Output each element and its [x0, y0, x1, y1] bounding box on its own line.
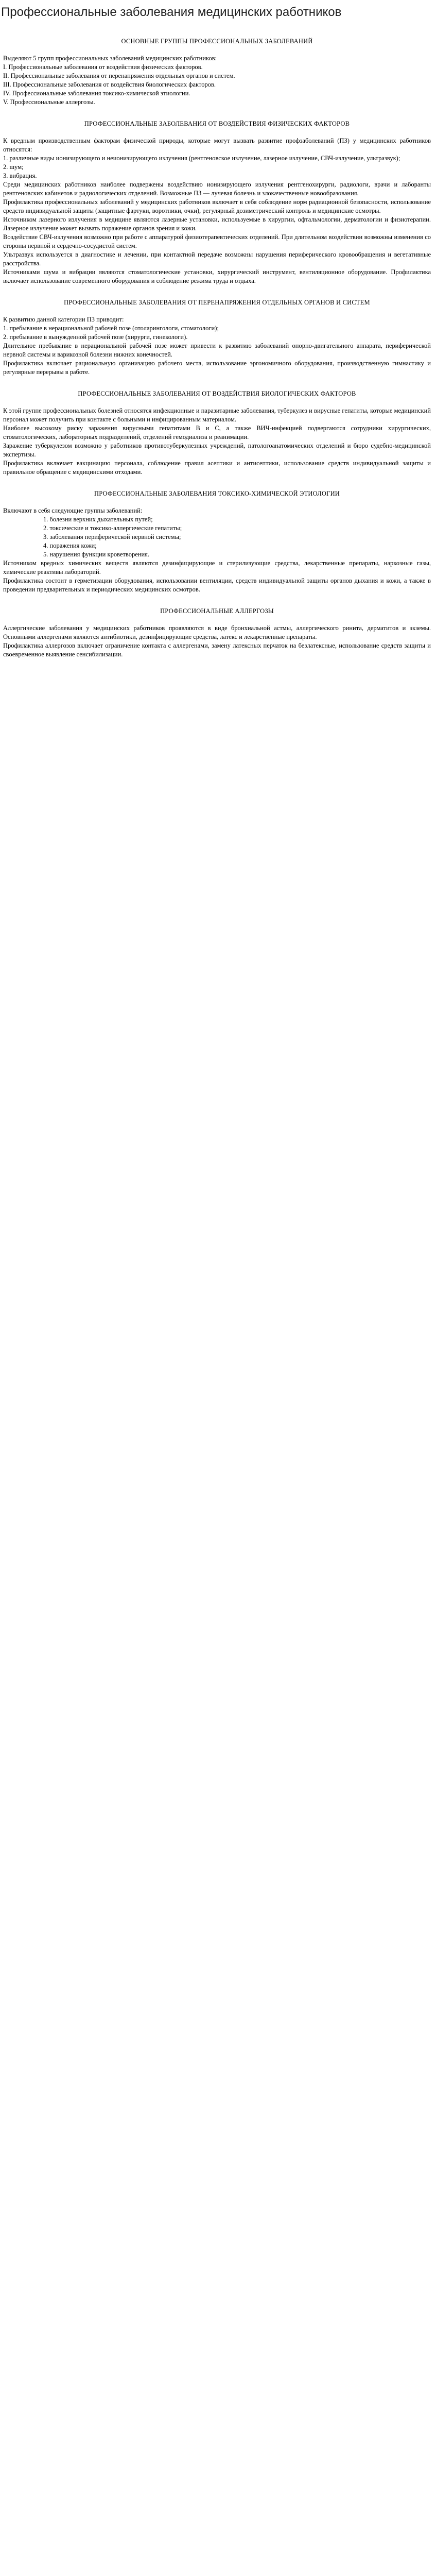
paragraph: Заражение туберкулезом возможно у работников противотуберкулезных учреждений, патологоанатомических отделений и бюро судебно-медицинской экспертизы.: [3, 442, 431, 458]
paragraph: Профилактика включает рациональную организацию рабочего места, использование эргономичного оборудования, производственную гимнастику и регулярные перерывы в работе.: [3, 360, 431, 376]
paragraph: Воздействие СВЧ-излучения возможно при работе с аппаратурой физиотерапевтических отделений. При длительном воздействии возможны изменения со стороны нервной и сердечно-сосудистой систем.: [3, 233, 431, 249]
paragraph: Среди медицинских работников наиболее подвержены воздействию ионизирующего излучения рентгенохирурги, радиологи, врачи и лаборанты рентгеновских кабинетов и радиологических отделений. Возможные ПЗ — лучевая болезнь и злокачественные новообразования.: [3, 181, 431, 197]
paragraph: Профилактика состоит в герметизации оборудования, использовании вентиляции, средств индивидуальной защиты органов дыхания и кожи, а также в проведении предварительных и периодических медицинских осмотров.: [3, 577, 431, 593]
list-item: 5. нарушения функции кроветворения.: [43, 551, 150, 558]
paragraph: Источниками шума и вибрации являются стоматологические установки, хирургический инструмент, вентиляционное оборудование. Профилактика включает использование современного оборудования и соблюдение режима труда и отдыха.: [3, 268, 431, 284]
paragraph: Наиболее высокому риску заражения вирусными гепатитами В и С, а также ВИЧ-инфекцией подвергаются сотрудники хирургических, стоматологических, лабораторных подразделений, отделений гемодиализа и реанимации.: [3, 425, 431, 440]
paragraph: Источником вредных химических веществ являются дезинфицирующие и стерилизующие средства, лекарственные препараты, наркозные газы, химические реактивы лабораторий.: [3, 560, 431, 575]
section-heading-groups: ОСНОВНЫЕ ГРУППЫ ПРОФЕССИОНАЛЬНЫХ ЗАБОЛЕВАНИЙ: [121, 38, 313, 45]
paragraph: Аллергические заболевания у медицинских работников проявляются в виде бронхиальной астмы, аллергического ринита, дерматитов и экземы. Основными аллергенами являются антибиотики, дезинфицирующие средства, латекс и лекарственные препараты.: [3, 624, 431, 640]
paragraph: Включают в себя следующие группы заболеваний:: [3, 507, 143, 514]
list-item: 1. болезни верхних дыхательных путей;: [43, 516, 153, 523]
section-heading-physical: ПРОФЕССИОНАЛЬНЫЕ ЗАБОЛЕВАНИЯ ОТ ВОЗДЕЙСТВИЯ ФИЗИЧЕСКИХ ФАКТОРОВ: [84, 120, 350, 127]
paragraph: К развитию данной категории ПЗ приводит:: [3, 316, 124, 323]
list-item: 2. токсические и токсико-аллергические гепатиты;: [43, 524, 182, 532]
section-heading-overstrain: ПРОФЕССИОНАЛЬНЫЕ ЗАБОЛЕВАНИЯ ОТ ПЕРЕНАПРЯЖЕНИЯ ОТДЕЛЬНЫХ ОРГАНОВ И СИСТЕМ: [64, 299, 370, 306]
paragraph: Длительное пребывание в нерациональной рабочей позе может привести к развитию заболеваний опорно-двигательного аппарата, периферической нервной системы и варикозной болезни нижних конечностей.: [3, 342, 431, 358]
list-item: 3. вибрация.: [3, 172, 37, 179]
paragraph: Источником лазерного излучения в медицине являются лазерные установки, используемые в хирургии, офтальмологии, дерматологии и физиотерапии. Лазерное излучение может вызвать поражение органов зрения и кожи.: [3, 216, 431, 232]
paragraph: Профилактика аллергозов включает ограничение контакта с аллергенами, замену латексных перчаток на безлатексные, использование средств защиты и своевременное выявление сенсибилизации.: [3, 642, 431, 658]
section1-item: IV. Профессиональные заболевания токсико-химической этиологии.: [3, 90, 190, 97]
section1-item: V. Профессиональные аллергозы.: [3, 98, 95, 106]
section1-intro: Выделяют 5 групп профессиональных заболеваний медицинских работников:: [3, 55, 217, 62]
paragraph: Ультразвук используется в диагностике и лечении, при контактной передаче возможны нарушения периферического кровообращения и вегетативные расстройства.: [3, 251, 431, 267]
list-item: 1. различные виды ионизирующего и неионизирующего излучения (рентгеновское излучение, лазерное излучение, СВЧ-излучение, ультразвук);: [3, 155, 400, 162]
section1-item: III. Профессиональные заболевания от воздействия биологических факторов.: [3, 81, 216, 88]
paragraph: Профилактика включает вакцинацию персонала, соблюдение правил асептики и антисептики, использование средств индивидуальной защиты и правильное обращение с медицинскими отходами.: [3, 460, 431, 476]
section-heading-toxic: ПРОФЕССИОНАЛЬНЫЕ ЗАБОЛЕВАНИЯ ТОКСИКО-ХИМИЧЕСКОЙ ЭТИОЛОГИИ: [94, 490, 340, 497]
list-item: 1. пребывание в нерациональной рабочей позе (отоларингологи, стоматологи);: [3, 325, 219, 332]
paragraph: К этой группе профессиональных болезней относятся инфекционные и паразитарные заболевания, туберкулез и вирусные гепатиты, которые медицинский персонал может получить при контакте с больными и инфицированным материалом.: [3, 407, 431, 423]
section-heading-allergies: ПРОФЕССИОНАЛЬНЫЕ АЛЛЕРГОЗЫ: [160, 607, 274, 615]
list-item: 2. пребывание в вынужденной рабочей позе (хирурги, гинекологи).: [3, 333, 188, 341]
document-content: [3, 33, 431, 659]
paragraph: К вредным производственным факторам физической природы, которые могут вызвать развитие профзаболеваний (ПЗ) у медицинских работников относятся:: [3, 137, 431, 153]
paragraph: Профилактика профессиональных заболеваний у медицинских работников включает в себя соблюдение норм радиационной безопасности, использование средств индивидуальной защиты (защитные фартуки, воротники, очки), регулярный дозиметрический контроль и медицинские осмотры.: [3, 198, 431, 214]
list-item: 4. поражения кожи;: [43, 542, 97, 549]
list-item: 2. шум;: [3, 163, 24, 171]
section-heading-biological: ПРОФЕССИОНАЛЬНЫЕ ЗАБОЛЕВАНИЯ ОТ ВОЗДЕЙСТВИЯ БИОЛОГИЧЕСКИХ ФАКТОРОВ: [78, 390, 356, 397]
section1-item: I. Профессиональные заболевания от воздействия физических факторов.: [3, 63, 203, 71]
section1-item: II. Профессиональные заболевания от перенапряжения отдельных органов и систем.: [3, 72, 235, 79]
page-title: Профессиональные заболевания медицинских работников: [1, 5, 342, 19]
list-item: 3. заболевания периферической нервной системы;: [43, 533, 181, 540]
